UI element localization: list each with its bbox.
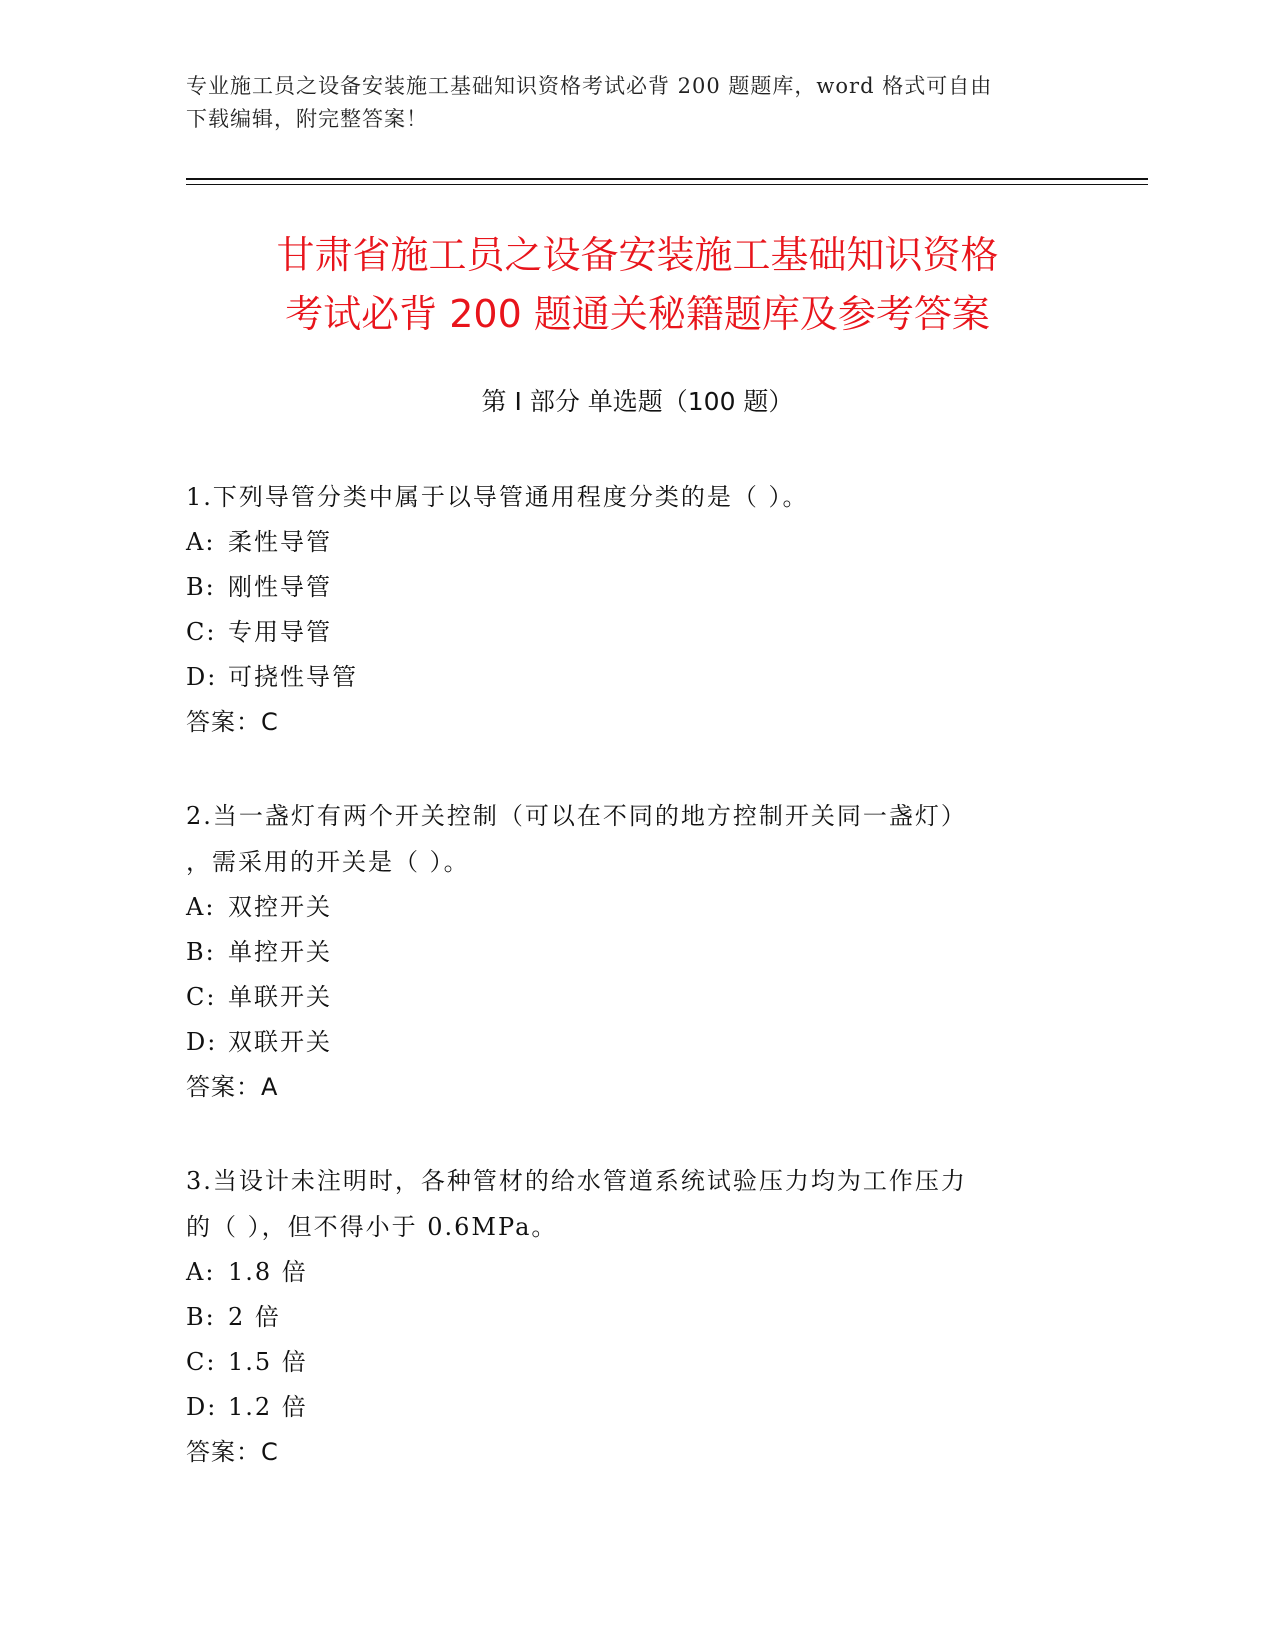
answer: 答案：C (186, 708, 279, 736)
section-heading: 第 I 部分 单选题（100 题） (481, 387, 794, 416)
document-title-line-1: 甘肃省施工员之设备安装施工基础知识资格 (276, 233, 999, 277)
header-note-line-1: 专业施工员之设备安装施工基础知识资格考试必背 200 题题库，word 格式可自由 (186, 74, 993, 98)
option-letter: B: (186, 1303, 216, 1331)
option-a (186, 1250, 1066, 1295)
option-d (186, 1020, 1066, 1065)
answer: 答案：C (186, 1438, 279, 1466)
question-stem-line-2: ，需采用的开关是（ ）。 (186, 848, 470, 876)
question-stem-line-1: 3.当设计未注明时，各种管材的给水管道系统试验压力均为工作压力 (186, 1167, 967, 1195)
header-divider-thick (186, 178, 1148, 180)
option-b (186, 565, 1066, 610)
option-letter: C: (186, 983, 217, 1011)
header-divider-thin (186, 184, 1148, 185)
option-letter: D: (186, 1028, 218, 1056)
answer: 答案：A (186, 1073, 279, 1101)
option-letter: A: (186, 893, 216, 921)
question-list (186, 474, 1066, 1523)
header-note (186, 70, 1076, 136)
question-3 (186, 1158, 1066, 1475)
option-text: 单联开关 (228, 983, 332, 1011)
option-text: 1.2 倍 (228, 1393, 308, 1421)
option-c (186, 975, 1066, 1020)
header-note-line-2: 下载编辑，附完整答案！ (186, 107, 428, 131)
option-d (186, 655, 1066, 700)
option-b (186, 930, 1066, 975)
option-a (186, 520, 1066, 565)
option-letter: A: (186, 528, 216, 556)
question-stem-line-2: 的（ ），但不得小于 0.6MPa。 (186, 1213, 558, 1241)
option-letter: C: (186, 618, 217, 646)
option-letter: B: (186, 573, 216, 601)
question-2 (186, 793, 1066, 1110)
question-stem (186, 793, 1066, 885)
option-c (186, 610, 1066, 655)
option-text: 柔性导管 (228, 528, 332, 556)
option-letter: D: (186, 1393, 218, 1421)
question-1 (186, 474, 1066, 745)
document-title (150, 226, 1125, 344)
option-text: 1.5 倍 (228, 1348, 308, 1376)
option-text: 双控开关 (228, 893, 332, 921)
option-text: 专用导管 (228, 618, 332, 646)
option-text: 单控开关 (228, 938, 332, 966)
option-text: 1.8 倍 (228, 1258, 308, 1286)
document-title-line-2: 考试必背 200 题通关秘籍题库及参考答案 (285, 292, 990, 336)
option-text: 双联开关 (228, 1028, 332, 1056)
option-letter: A: (186, 1258, 216, 1286)
option-c (186, 1340, 1066, 1385)
question-stem (186, 1158, 1066, 1250)
question-stem (186, 474, 1066, 520)
question-stem-line-1: 1.下列导管分类中属于以导管通用程度分类的是（ ）。 (186, 483, 809, 511)
option-text: 刚性导管 (228, 573, 332, 601)
option-letter: D: (186, 663, 218, 691)
option-letter: B: (186, 938, 216, 966)
option-letter: C: (186, 1348, 217, 1376)
option-a (186, 885, 1066, 930)
option-b (186, 1295, 1066, 1340)
option-text: 2 倍 (228, 1303, 281, 1331)
option-d (186, 1385, 1066, 1430)
question-stem-line-1: 2.当一盏灯有两个开关控制（可以在不同的地方控制开关同一盏灯） (186, 802, 967, 830)
option-text: 可挠性导管 (228, 663, 358, 691)
